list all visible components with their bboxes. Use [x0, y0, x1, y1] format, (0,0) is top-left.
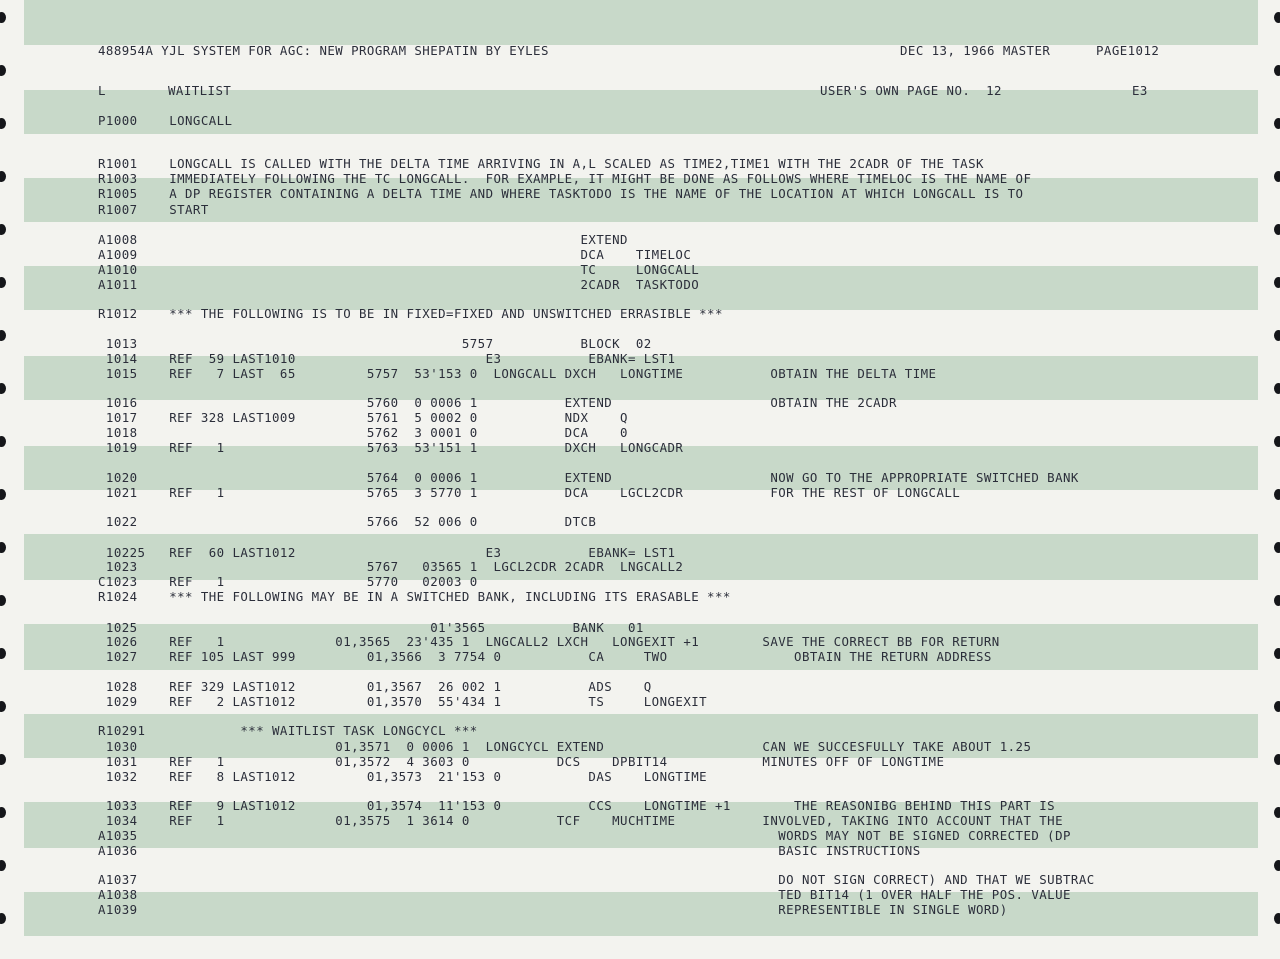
header-page-number: PAGE1012 — [1096, 43, 1160, 58]
listing-line: A1008 EXTEND — [98, 232, 628, 247]
section-ref: E3 — [1132, 83, 1148, 98]
listing-line: A1039 REPRESENTIBLE IN SINGLE WORD) — [98, 902, 1008, 917]
listing-line: C1023 REF 1 5770 02003 0 — [98, 574, 478, 589]
listing-line: R1005 A DP REGISTER CONTAINING A DELTA TIME AND WHERE TASKTODO IS THE NAME OF THE LOCATION AT WHICH LONGCALL IS TO — [98, 186, 1024, 201]
listing-line: 1014 REF 59 LAST1010 E3 EBANK= LST1 — [98, 351, 676, 366]
listing-line: 1015 REF 7 LAST 65 5757 53'153 0 LONGCALL DXCH LONGTIME OBTAIN THE DELTA TIME — [98, 366, 937, 381]
header-date: DEC 13, 1966 MASTER — [900, 43, 1051, 58]
listing-line: 1029 REF 2 LAST1012 01,3570 55'434 1 TS LONGEXIT — [98, 694, 708, 709]
listing-line: 1030 01,3571 0 0006 1 LONGCYCL EXTEND CAN WE SUCCESFULLY TAKE ABOUT 1.25 — [98, 739, 1032, 754]
listing-line: R1007 START — [98, 202, 209, 217]
listing-line: R1001 LONGCALL IS CALLED WITH THE DELTA TIME ARRIVING IN A,L SCALED AS TIME2,TIME1 WITH THE 2CADR OF THE TASK — [98, 156, 984, 171]
header-title: 488954A YJL SYSTEM FOR AGC: NEW PROGRAM SHEPATIN BY EYLES — [98, 43, 549, 58]
listing-line: 1027 REF 105 LAST 999 01,3566 3 7754 0 CA TWO OBTAIN THE RETURN ADDRESS — [98, 649, 992, 664]
listing-line: 1018 5762 3 0001 0 DCA 0 — [98, 425, 628, 440]
listing-line: 1021 REF 1 5765 3 5770 1 DCA LGCL2CDR FOR THE REST OF LONGCALL — [98, 485, 961, 500]
listing-line: 10225 REF 60 LAST1012 E3 EBANK= LST1 — [98, 545, 676, 560]
listing-line: 1026 REF 1 01,3565 23'435 1 LNGCALL2 LXCH LONGEXIT +1 SAVE THE CORRECT BB FOR RETURN — [98, 634, 1000, 649]
listing-line: A1036 BASIC INSTRUCTIONS — [98, 843, 921, 858]
listing-line: 1023 5767 03565 1 LGCL2CDR 2CADR LNGCALL2 — [98, 559, 684, 574]
listing-line: R1012 *** THE FOLLOWING IS TO BE IN FIXED=FIXED AND UNSWITCHED ERRASIBLE *** — [98, 306, 723, 321]
listing-line: 1034 REF 1 01,3575 1 3614 0 TCF MUCHTIME INVOLVED, TAKING INTO ACCOUNT THAT THE — [98, 813, 1063, 828]
listing-line: 1022 5766 52 006 0 DTCB — [98, 514, 597, 529]
listing-line: 1020 5764 0 0006 1 EXTEND NOW GO TO THE APPROPRIATE SWITCHED BANK — [98, 470, 1079, 485]
listing-line: 1013 5757 BLOCK 02 — [98, 336, 652, 351]
listing-line: 1028 REF 329 LAST1012 01,3567 26 002 1 ADS Q — [98, 679, 652, 694]
listing-line: 1033 REF 9 LAST1012 01,3574 11'153 0 CCS LONGTIME +1 THE REASONIBG BEHIND THIS PART IS — [98, 798, 1056, 813]
section-code: L — [98, 83, 106, 98]
listing-line: R1003 IMMEDIATELY FOLLOWING THE TC LONGCALL. FOR EXAMPLE, IT MIGHT BE DONE AS FOLLOWS WHERE TIMELOC IS THE NAME OF — [98, 171, 1032, 186]
listing-line: A1037 DO NOT SIGN CORRECT) AND THAT WE SUBTRAC — [98, 872, 1095, 887]
listing-line: 1025 01'3565 BANK 01 — [98, 620, 644, 635]
listing-line: R1024 *** THE FOLLOWING MAY BE IN A SWITCHED BANK, INCLUDING ITS ERASABLE *** — [98, 589, 731, 604]
listing-line: P1000 LONGCALL — [98, 113, 233, 128]
listing-line: 1032 REF 8 LAST1012 01,3573 21'153 0 DAS LONGTIME — [98, 769, 708, 784]
listing-line: 1031 REF 1 01,3572 4 3603 0 DCS DPBIT14 MINUTES OFF OF LONGTIME — [98, 754, 945, 769]
listing-line: R10291 *** WAITLIST TASK LONGCYCL *** — [98, 723, 478, 738]
listing-line: A1038 TED BIT14 (1 OVER HALF THE POS. VALUE — [98, 887, 1071, 902]
listing-line: A1035 WORDS MAY NOT BE SIGNED CORRECTED (DP — [98, 828, 1071, 843]
listing-line: 1019 REF 1 5763 53'151 1 DXCH LONGCADR — [98, 440, 684, 455]
listing-line: 1017 REF 328 LAST1009 5761 5 0002 0 NDX Q — [98, 410, 628, 425]
listing-line: A1010 TC LONGCALL — [98, 262, 700, 277]
section-name: WAITLIST — [168, 83, 232, 98]
users-page-number: USER'S OWN PAGE NO. 12 — [820, 83, 1002, 98]
listing-line: A1009 DCA TIMELOC — [98, 247, 692, 262]
listing-line: A1011 2CADR TASKTODO — [98, 277, 700, 292]
listing-line: 1016 5760 0 0006 1 EXTEND OBTAIN THE 2CADR — [98, 395, 897, 410]
